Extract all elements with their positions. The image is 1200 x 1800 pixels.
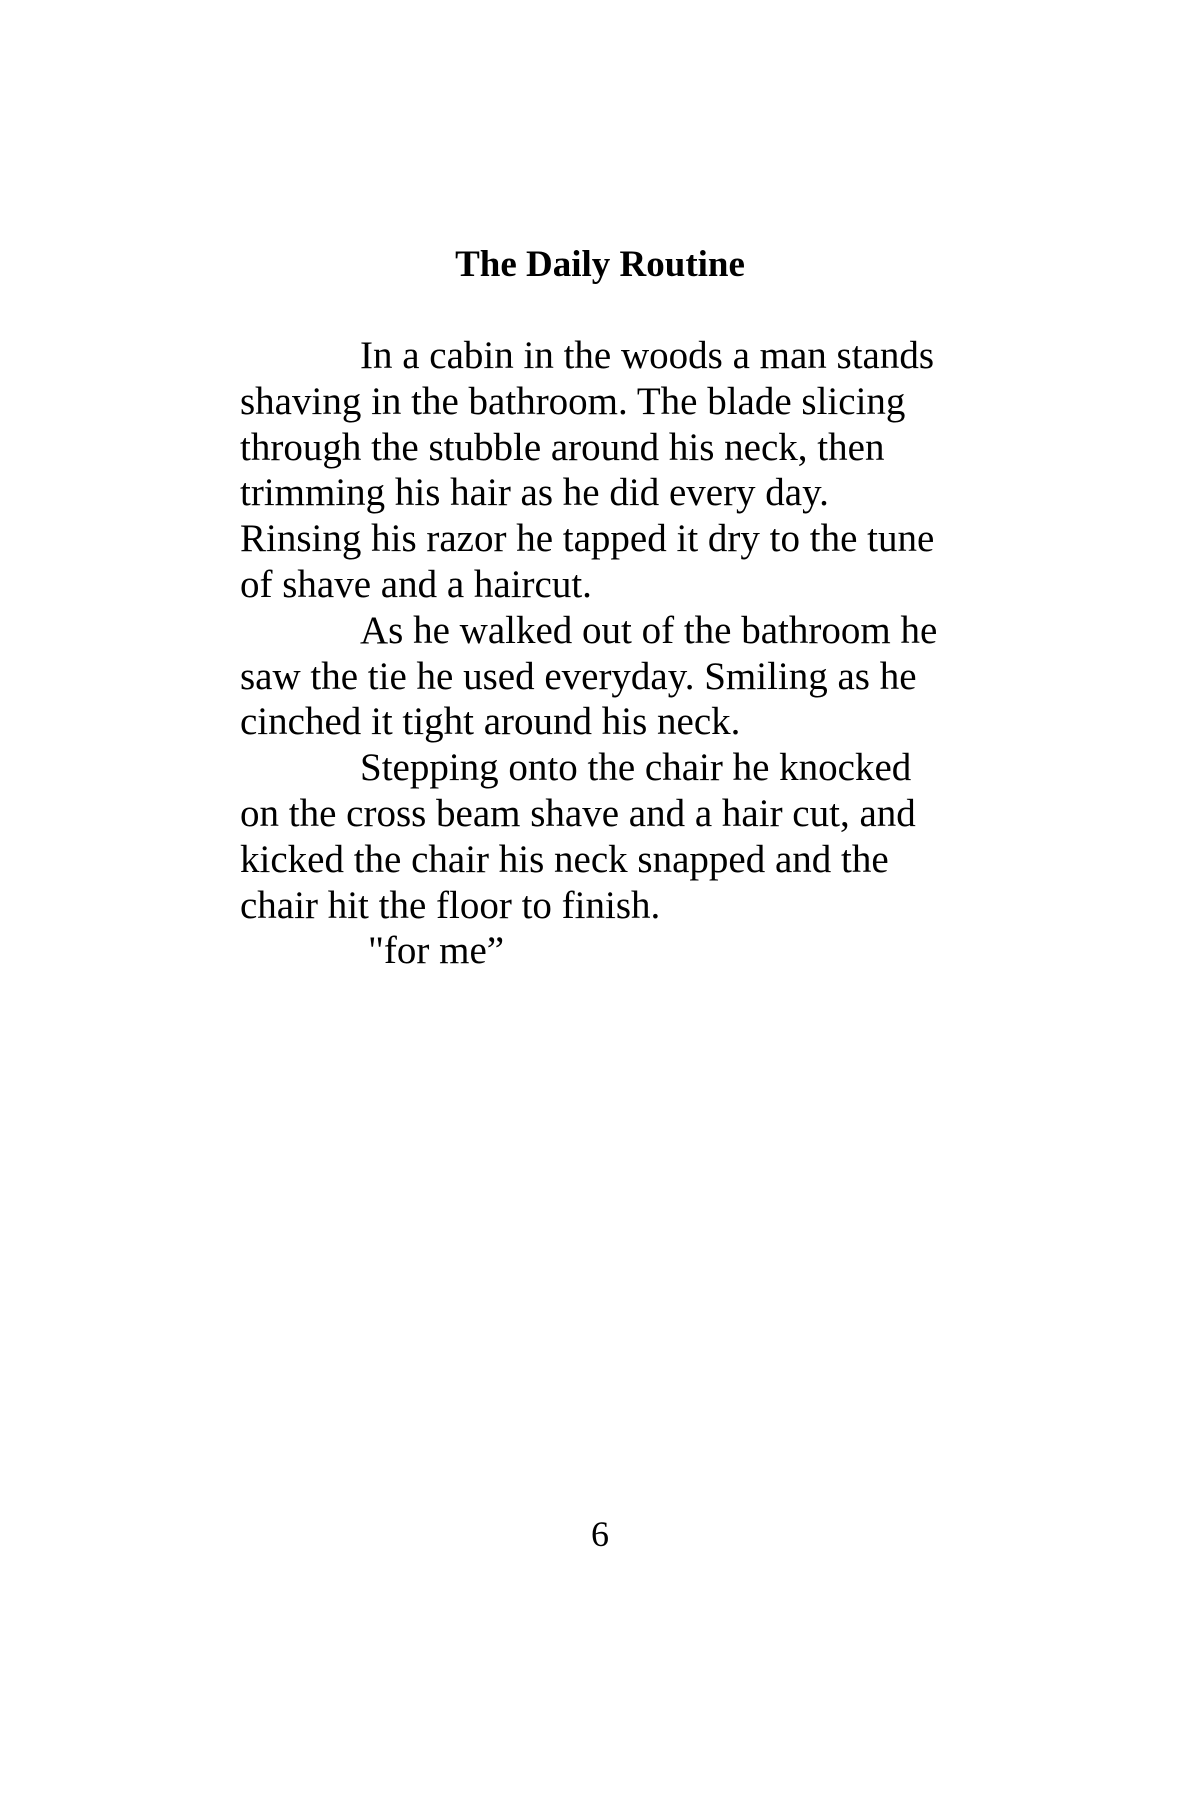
page-number: 6 <box>591 1514 609 1554</box>
text-line: cinched it tight around his neck. <box>240 700 741 744</box>
story-body <box>240 333 975 974</box>
text-line: Stepping onto the chair he knocked <box>360 746 912 790</box>
text-line: kicked the chair his neck snapped and the <box>240 837 889 881</box>
closing-line: "for me” <box>368 929 505 973</box>
text-line: saw the tie he used everyday. Smiling as he <box>240 654 917 698</box>
text-line: through the stubble around his neck, then <box>240 425 885 469</box>
text-line: of shave and a haircut. <box>240 562 592 606</box>
paragraph-2 <box>240 608 975 745</box>
text-line: on the cross beam shave and a hair cut, and <box>240 791 916 835</box>
story-title: The Daily Routine <box>455 244 745 285</box>
paragraph-1 <box>240 333 975 608</box>
text-line: Rinsing his razor he tapped it dry to the tune <box>240 517 935 561</box>
paragraph-3 <box>240 745 975 928</box>
text-line: As he walked out of the bathroom he <box>360 608 938 652</box>
text-line: chair hit the floor to finish. <box>240 883 661 927</box>
text-line: trimming his hair as he did every day. <box>240 471 829 515</box>
text-line: shaving in the bathroom. The blade slicing <box>240 379 906 423</box>
text-line: In a cabin in the woods a man stands <box>360 334 935 377</box>
